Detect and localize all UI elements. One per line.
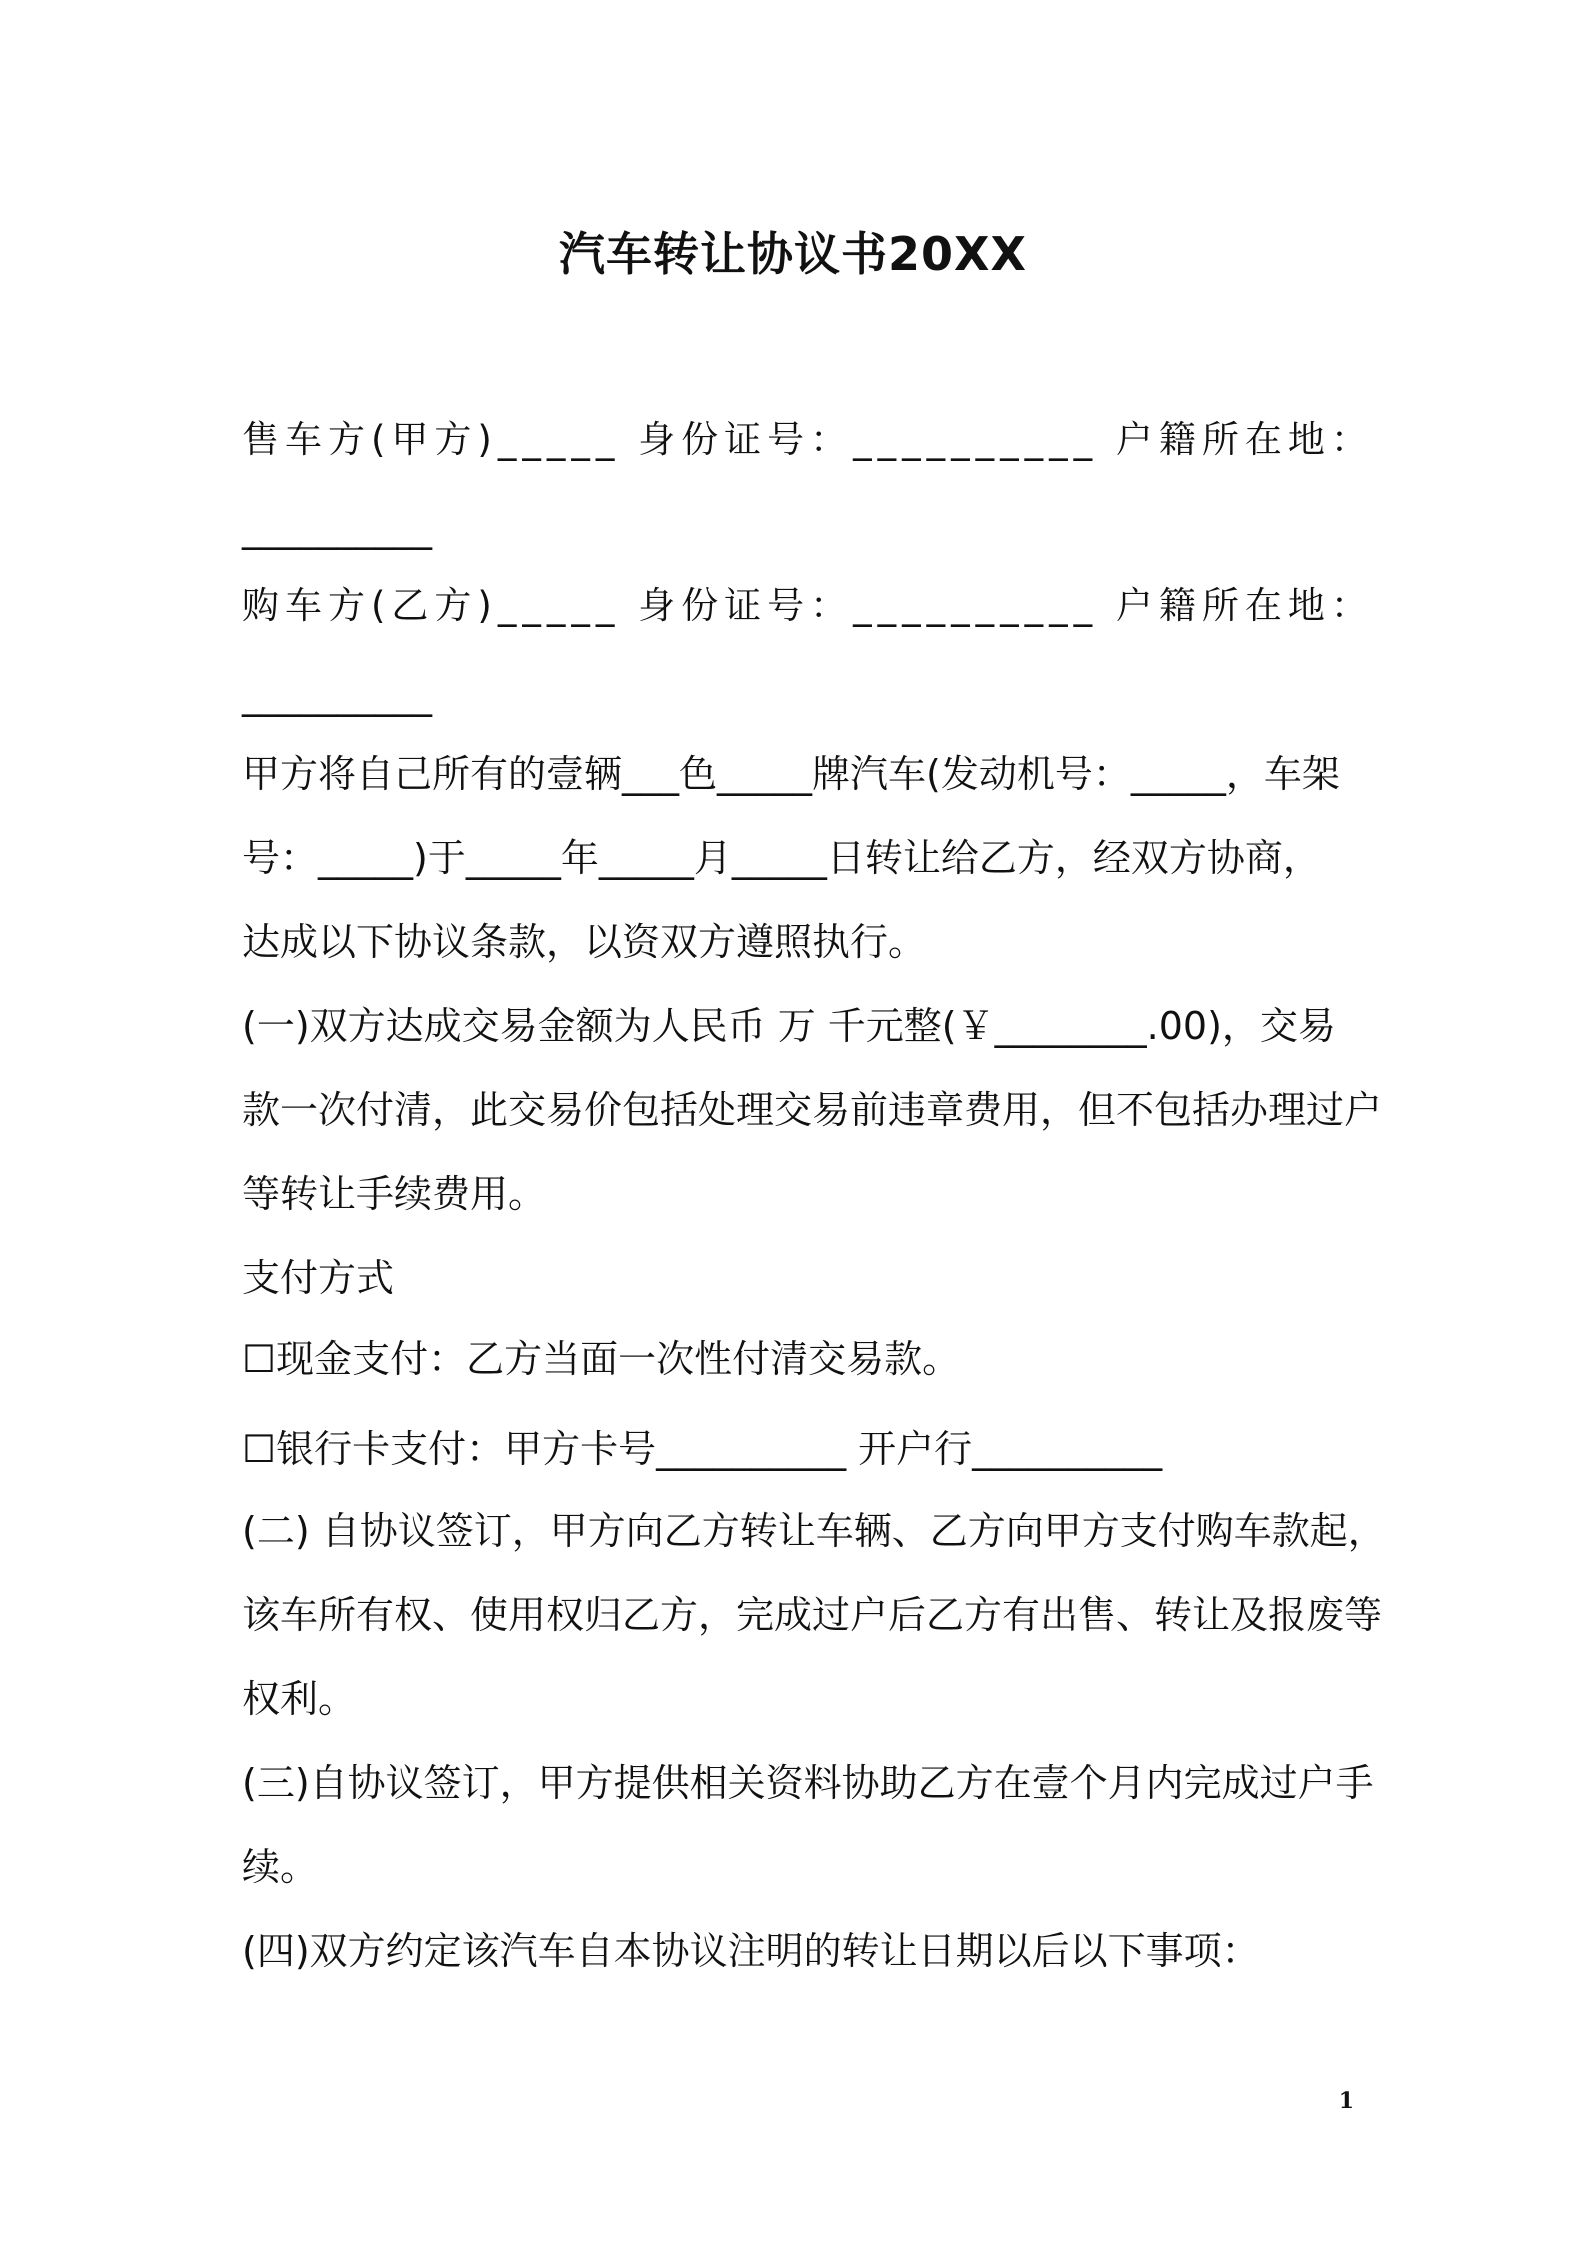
clause-one-line-1: (一)双方达成交易金额为人民币 万 千元整(￥________.00)，交易: [242, 1004, 1336, 1048]
payment-method-heading: 支付方式: [242, 1256, 395, 1300]
vehicle-description-line-2: 号：_____)于_____年_____月_____日转让给乙方，经双方协商，: [242, 836, 1321, 880]
seller-info-line: 售车方(甲方)_____ 身份证号：__________ 户籍所在地：: [242, 418, 1374, 461]
buyer-info-line: 购车方(乙方)_____ 身份证号：__________ 户籍所在地：: [242, 584, 1374, 627]
vehicle-description-line-1: 甲方将自己所有的壹辆___色_____牌汽车(发动机号：_____，车架: [242, 752, 1340, 796]
clause-three-line-2: 续。: [242, 1845, 319, 1889]
seller-address-blank: __________: [242, 506, 432, 550]
vehicle-description-line-3: 达成以下协议条款，以资双方遵照执行。: [242, 920, 927, 964]
clause-two-line-2: 该车所有权、使用权归乙方，完成过户后乙方有出售、转让及报废等: [242, 1593, 1383, 1637]
bank-card-payment-option: ☐银行卡支付：甲方卡号__________ 开户行__________: [242, 1427, 1163, 1471]
clause-two-line-1: (二) 自协议签订，甲方向乙方转让车辆、乙方向甲方支付购车款起，: [242, 1509, 1386, 1553]
page-number: 1: [1338, 2088, 1354, 2114]
clause-four-line-1: (四)双方约定该汽车自本协议注明的转让日期以后以下事项：: [242, 1929, 1260, 1973]
clause-two-line-3: 权利。: [242, 1677, 357, 1721]
cash-payment-option: ☐现金支付：乙方当面一次性付清交易款。: [242, 1337, 961, 1381]
document-title: 汽车转让协议书20XX: [559, 227, 1027, 281]
clause-one-line-2: 款一次付清，此交易价包括处理交易前违章费用，但不包括办理过户: [242, 1088, 1383, 1132]
buyer-address-blank: __________: [242, 673, 432, 717]
clause-three-line-1: (三)自协议签订，甲方提供相关资料协助乙方在壹个月内完成过户手: [242, 1761, 1374, 1805]
clause-one-line-3: 等转让手续费用。: [242, 1172, 547, 1216]
